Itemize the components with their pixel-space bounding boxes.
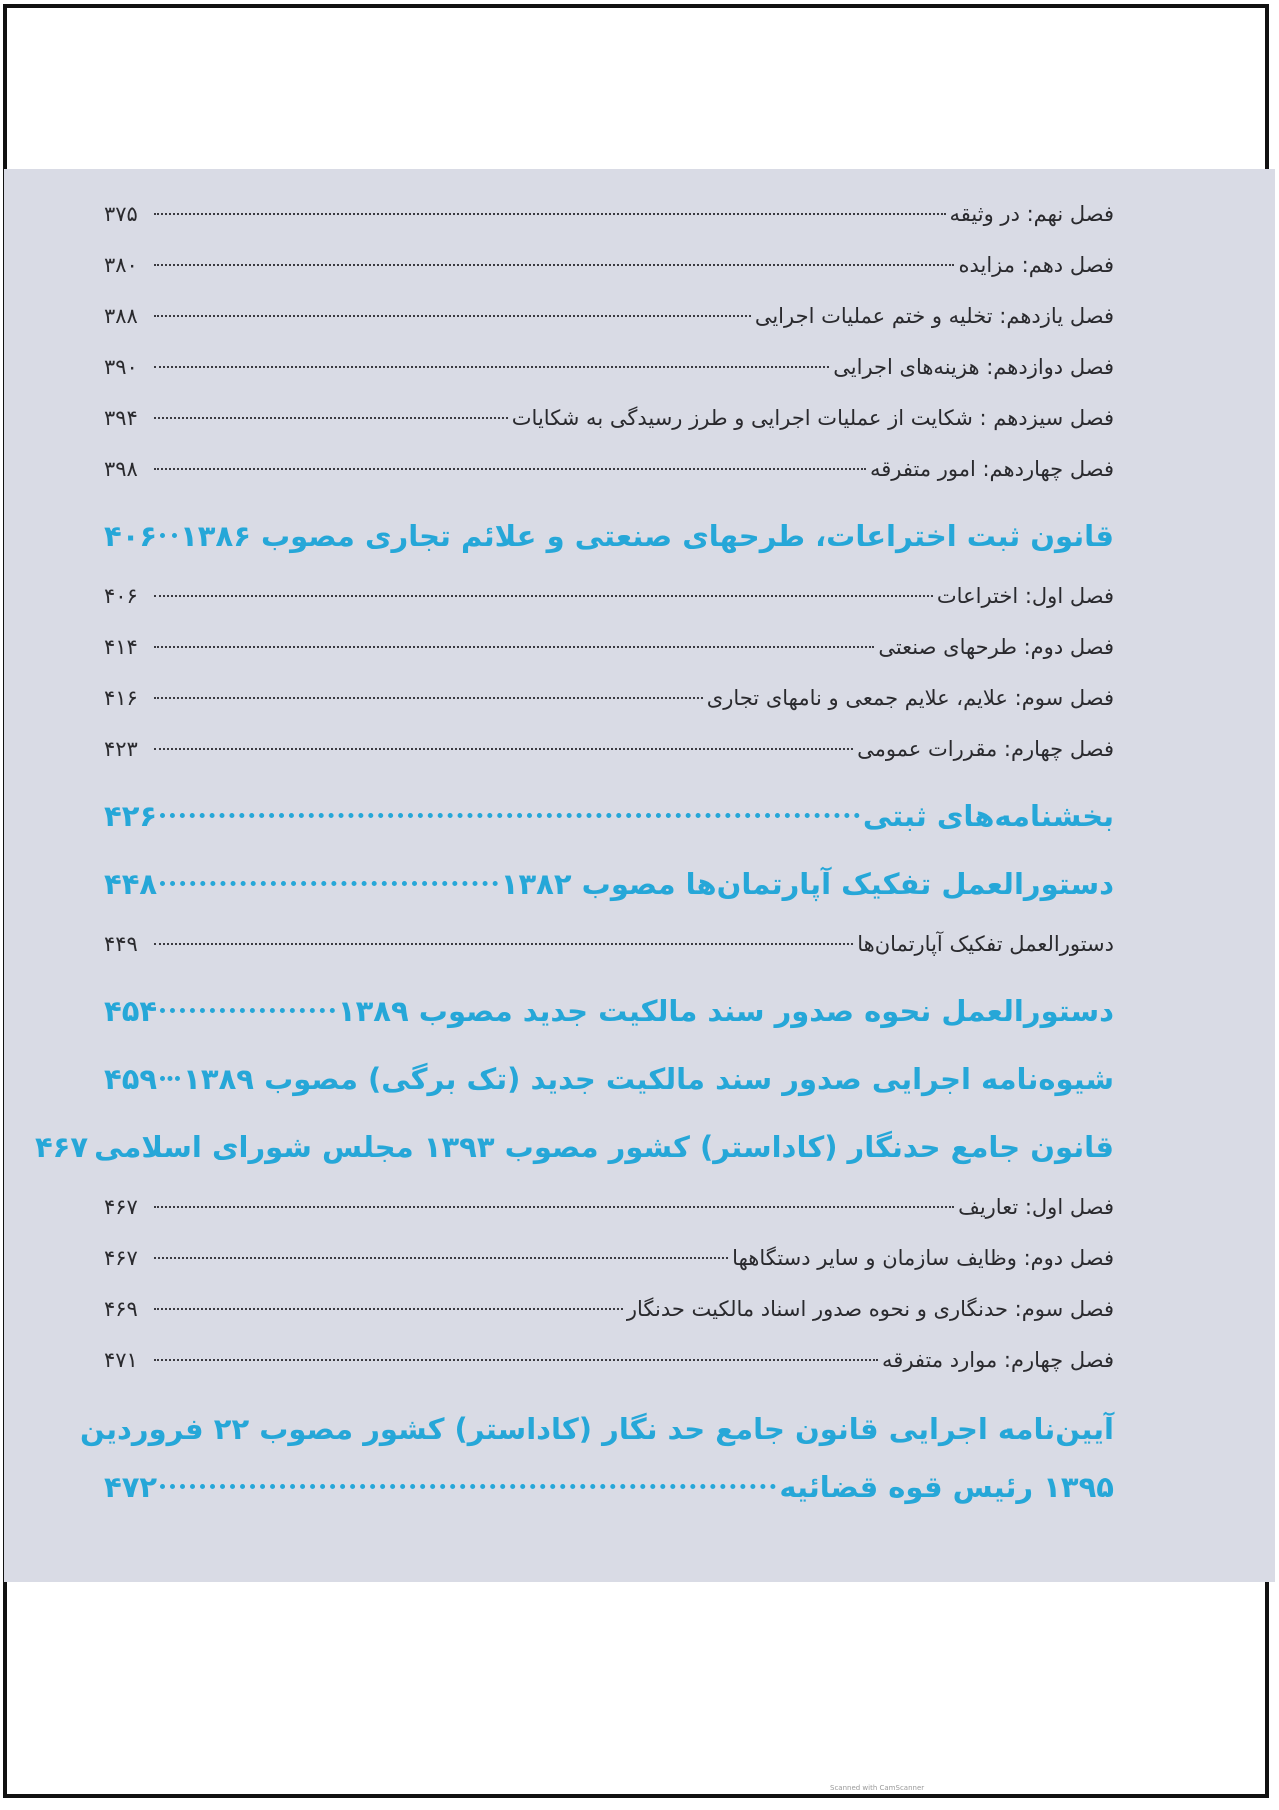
dot-leader [154,315,751,317]
toc-entry [104,571,1114,622]
toc-entry-page: ۴۶۷ [104,1195,138,1219]
toc-entry-page: ۳۷۵ [104,202,138,226]
toc-entry-title: فصل چهارم: مقررات عمومی [857,737,1114,761]
section-heading-title: بخشنامه‌های ثبتی [862,799,1114,833]
toc-entry-title: فصل دوازدهم: هزینه‌های اجرایی [833,355,1114,379]
toc-entry-page: ۴۶۷ [104,1246,138,1270]
dot-leader [154,748,853,750]
toc-entry-title: فصل یازدهم: تخلیه و ختم عملیات اجرایی [754,304,1114,328]
section-heading-page: ۴۵۹ [104,1062,158,1096]
dot-leader [154,943,853,945]
dot-leader [160,1076,180,1081]
toc-entry-title: فصل سوم: علایم، علایم جمعی و نامهای تجاری [706,686,1114,710]
toc-section-heading [104,509,1114,563]
dot-leader [154,697,703,699]
section-heading-page: ۴۰۶ [104,519,158,553]
toc-section-heading [104,857,1114,911]
toc-entry-title: فصل دوم: طرحهای صنعتی [878,635,1114,659]
section-heading-line-2 [104,1458,1114,1516]
section-heading-title-line-1: آیین‌نامه اجرایی قانون جامع حد نگار (کاداستر) کشور مصوب ۲۲ فروردین [80,1412,1114,1446]
section-heading-title: قانون ثبت اختراعات، طرحهای صنعتی و علائم تجاری مصوب ۱۳۸۶ [180,519,1114,553]
toc-entry [104,919,1114,970]
toc-entry-title: فصل نهم: در وثیقه [949,202,1114,226]
toc-entry [104,393,1114,444]
toc-entry-page: ۴۱۴ [104,635,138,659]
toc-entry-page: ۳۹۰ [104,355,138,379]
toc-entry-title: دستورالعمل تفکیک آپارتمان‌ها [857,932,1114,956]
toc-entry [104,444,1114,495]
scan-watermark: Scanned with CamScanner [830,1784,925,1792]
toc-entry-title: فصل چهاردهم: امور متفرقه [869,457,1114,481]
toc-entry-title: فصل دوم: وظایف سازمان و سایر دستگاهها [732,1246,1114,1270]
toc-entry-page: ۳۸۸ [104,304,138,328]
toc-entry [104,291,1114,342]
toc-section-heading [104,789,1114,843]
section-heading-page: ۴۷۲ [104,1470,158,1504]
toc-entry [104,1233,1114,1284]
section-heading-title-line-2: ۱۳۹۵ رئیس قوه قضائیه [779,1470,1114,1504]
dot-leader [154,468,866,470]
toc-entry-page: ۳۸۰ [104,253,138,277]
toc-entry [104,240,1114,291]
section-heading-page: ۴۶۷ [34,1130,89,1164]
toc-entry [104,622,1114,673]
toc-entry-page: ۳۹۴ [104,406,138,430]
toc-entry-page: ۴۴۹ [104,932,138,956]
toc-section-heading [104,1052,1114,1106]
toc-entry-page: ۴۶۹ [104,1297,138,1321]
dot-leader [154,1359,878,1361]
section-heading-page: ۴۴۸ [104,867,158,901]
toc-entry-page: ۴۷۱ [104,1348,138,1372]
dot-leader [154,595,933,597]
dot-leader [154,1257,728,1259]
dot-leader [154,417,508,419]
toc-entry [104,189,1114,240]
section-heading-line-1 [80,1400,1114,1458]
toc-entry-page: ۳۹۸ [104,457,138,481]
toc-entry-title: فصل سیزدهم : شکایت از عملیات اجرایی و طرز رسیدگی به شکایات [511,406,1114,430]
toc-entry [104,673,1114,724]
section-heading-title: دستورالعمل نحوه صدور سند مالکیت جدید مصوب ۱۳۸۹ [337,994,1114,1028]
toc-entry-title: فصل سوم: حدنگاری و نحوه صدور اسناد مالکیت حدنگار [626,1297,1114,1321]
table-of-contents [34,189,1114,1524]
toc-entry-title: فصل دهم: مزایده [958,253,1114,277]
toc-entry [104,724,1114,775]
section-heading-page: ۴۵۴ [104,994,158,1028]
toc-section-heading [104,984,1114,1038]
dot-leader [160,1484,776,1489]
toc-entry [104,1284,1114,1335]
dot-leader [160,533,177,538]
toc-entry-page: ۴۰۶ [104,584,138,608]
section-heading-title: قانون جامع حدنگار (کاداستر) کشور مصوب ۱۳۹۳ مجلس شورای اسلامی [94,1130,1114,1164]
dot-leader [154,264,954,266]
dot-leader [160,881,498,886]
dot-leader [154,1308,623,1310]
toc-entry-title: فصل چهارم: موارد متفرقه [882,1348,1114,1372]
dot-leader [154,1206,954,1208]
section-heading-title: دستورالعمل تفکیک آپارتمان‌ها مصوب ۱۳۸۲ [500,867,1114,901]
book-page [4,169,1275,1582]
section-heading-page: ۴۲۶ [104,799,158,833]
dot-leader [154,646,874,648]
section-heading-title: شیوه‌نامه اجرایی صدور سند مالکیت جدید (تک برگی) مصوب ۱۳۸۹ [183,1062,1114,1096]
toc-section-heading-two-line [80,1400,1114,1516]
dot-leader [160,813,860,818]
toc-section-heading [34,1120,1114,1174]
toc-entry-page: ۴۱۶ [104,686,138,710]
dot-leader [160,1008,335,1013]
toc-entry [104,1182,1114,1233]
toc-entry [104,342,1114,393]
dot-leader [154,213,946,215]
dot-leader [154,366,829,368]
toc-entry-title: فصل اول: اختراعات [936,584,1114,608]
toc-entry [104,1335,1114,1386]
toc-entry-title: فصل اول: تعاریف [958,1195,1114,1219]
toc-entry-page: ۴۲۳ [104,737,138,761]
